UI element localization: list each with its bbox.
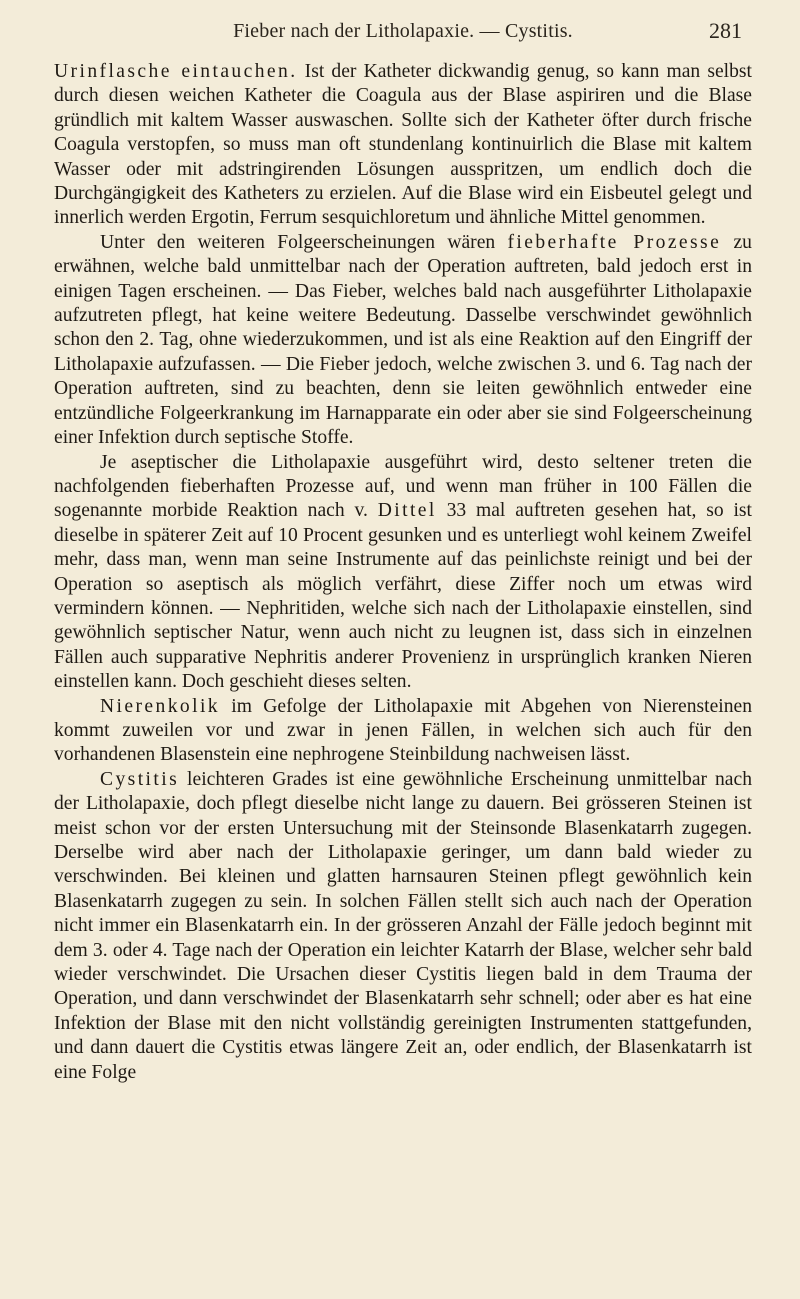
paragraph-cystitis bbox=[54, 768, 752, 1085]
page-number: 281 bbox=[709, 18, 742, 43]
paragraph-text: Ist der Katheter dickwandig genug, so kann man selbst durch diesen weichen Katheter die Coagula aus der Blase aspiriren und die Blase gründlich mit kaltem Wasser auswaschen. Sollte sich der Katheter öfter durch frische Coagula verstopfen, so muss man oft stundenlang kontinuirlich die Blase mit kaltem Wasser oder mit adstringirenden Lösungen ausspritzen, um endlich doch die Durchgängigkeit des Katheters zu erzielen. Auf die Blase wird ein Eisbeutel gelegt und innerlich werden Ergotin, Ferrum sesquichloretum und ähnliche Mittel genommen. bbox=[54, 61, 752, 229]
paragraph-text: Unter den weiteren Folgeerscheinungen wären bbox=[100, 231, 508, 253]
paragraph-asepsis bbox=[54, 451, 752, 695]
paragraph-text: leichteren Grades ist eine gewöhnliche Erscheinung unmittelbar nach der Litholapaxie, doch pflegt dieselbe nicht lange zu dauern. Bei grösseren Steinen ist meist schon vor der ersten Untersuchung mit der Steinsonde Blasenkatarrh zugegen. Derselbe wird aber nach der Litholapaxie geringer, um dann bald wieder zu verschwinden. Bei kleinen und glatten harnsauren Steinen pflegt gewöhnlich kein Blasenkatarrh zugegen zu sein. In solchen Fällen stellt sich auch nach der Operation nicht immer ein Blasenkatarrh ein. In der grösseren Anzahl der Fälle jedoch beginnt mit dem 3. oder 4. Tage nach der Operation ein leichter Katarrh der Blase, welcher sehr bald wieder verschwindet. Die Ursachen dieser Cystitis liegen bald in dem Trauma der Operation, und dann verschwindet der Blasenkatarrh sehr schnell; oder aber es hat eine Infektion der Blase mit den nicht vollständig gereinigten Instrumenten stattgefunden, und dann dauert die Cystitis etwas längere Zeit an, oder endlich, der Blasenkatarrh ist eine Folge bbox=[54, 768, 752, 1083]
running-title: Fieber nach der Litholapaxie. — Cystitis. bbox=[233, 20, 573, 42]
spaced-lead: Urinflasche eintauchen. bbox=[54, 61, 298, 82]
spaced-lead: Nierenkolik bbox=[100, 695, 220, 717]
paragraph-renal-colic bbox=[54, 695, 752, 768]
running-head bbox=[54, 0, 752, 52]
spaced-name: Dittel bbox=[377, 500, 437, 522]
paragraph-fever bbox=[54, 231, 752, 451]
spaced-lead: Cystitis bbox=[100, 768, 180, 790]
paragraph-text: zu erwähnen, welche bald unmittelbar nach der Operation auftreten, bald jedoch erst in einigen Tagen erscheinen. — Das Fieber, welches bald nach ausgeführter Litholapaxie aufzutreten pflegt, hat keine weitere Bedeutung. Dasselbe verschwindet gewöhnlich schon den 2. Tag, ohne wiederzukommen, und ist als eine Reaktion auf den Eingriff der Litholapaxie aufzufassen. — Die Fieber jedoch, welche zwischen 3. und 6. Tag nach der Operation auftreten, sind zu beachten, denn sie leiten gewöhnlich entweder eine entzündliche Folgeerkrankung im Harnapparate ein oder aber sie sind Folgeerscheinung einer Infektion durch septische Stoffe. bbox=[54, 231, 752, 449]
paragraph-text: im Gefolge der Litholapaxie mit Abgehen von Nierensteinen kommt zuweilen vor und zwar in jenen Fällen, in welchen sich auch für den vorhandenen Blasenstein eine nephrogene Steinbildung nachweisen lässt. bbox=[54, 695, 752, 766]
paragraph-text: 33 mal auftreten gesehen hat, so ist dieselbe in späterer Zeit auf 10 Procent gesunken und es unterliegt wohl keinem Zweifel mehr, dass man, wenn man seine Instrumente auf das peinlichste reinigt und bei der Operation so aseptisch als möglich verfährt, diese Ziffer noch um etwas wird vermindern können. — Nephritiden, welche sich nach der Litholapaxie einstellen, sind gewöhnlich septischer Natur, wenn auch nicht zu leugnen ist, dass sich in einzelnen Fällen auch supparative Nephritis anderer Provenienz in ursprünglich kranken Nieren einstellen kann. Doch geschieht dieses selten. bbox=[54, 500, 752, 693]
spaced-term: fieberhafte Prozesse bbox=[507, 231, 722, 253]
paragraph-catheter bbox=[54, 60, 752, 231]
body-text bbox=[54, 60, 752, 1085]
paragraph-text: Je aseptischer die Litholapaxie ausgeführt wird, desto seltener treten die nachfolgenden fieberhaften Prozesse auf, und wenn man früher in 100 Fällen die sogenannte morbide Reaktion nach v. bbox=[54, 451, 752, 522]
